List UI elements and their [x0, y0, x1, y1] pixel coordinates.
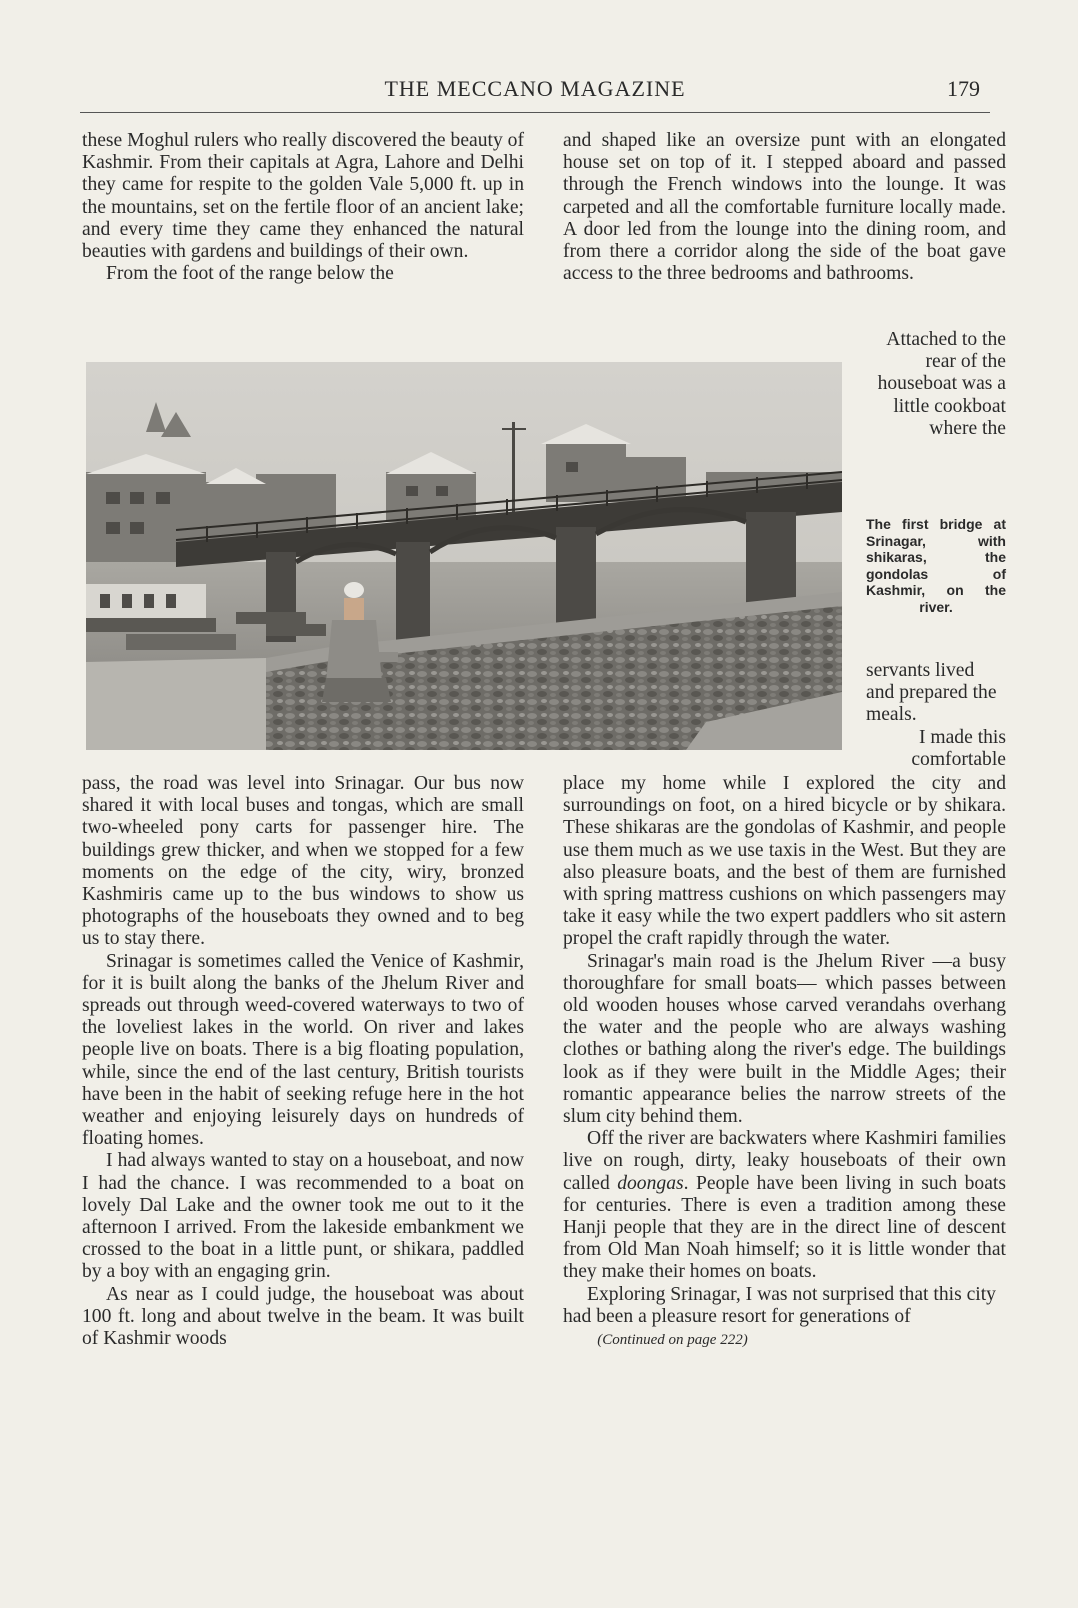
- paragraph: [563, 1128, 1006, 1283]
- column-left-top: [82, 130, 524, 285]
- photo-caption: The first bridge at Srinagar, with shikaras, the gondolas of Kashmir, on the river.: [866, 516, 1006, 615]
- header-rule: [80, 112, 990, 113]
- paragraph: I had always wanted to stay on a houseboat, and now I had the chance. I was recommended to a boat on lovely Dal Lake and the owner took me out to it the afternoon I arrived. From the lakeside embankment we crossed to the boat in a little punt, or shikara, paddled by a boy with an engaging grin.: [82, 1150, 524, 1283]
- column-right-narrow-bottom: [866, 660, 1006, 771]
- paragraph-text: Exploring Srinagar, I was not surprised that this city had been a pleasure resort for generations of: [563, 1283, 996, 1327]
- page-header: [80, 76, 990, 108]
- column-right-top: [563, 130, 1006, 285]
- continued-note: (Continued on page 222): [597, 1332, 748, 1349]
- column-right-narrow-top: [866, 329, 1006, 440]
- paragraph: and shaped like an oversize punt with an elongated house set on top of it. I stepped aboard and passed through the French windows into the lounge. It was carpeted and all the comfortable furniture locally made. A door led from the lounge into the dining room, and from there a corridor along the side of the boat gave access to the three bedrooms and bathrooms.: [563, 130, 1006, 285]
- paragraph: I made this comfortable: [911, 726, 1006, 770]
- paragraph-text: . People have been living in such boats for centuries. There is even a tradition among these Hanji people that they are in the direct line of descent from Old Man Noah himself; so it is little wonder that they make their homes on boats.: [563, 1172, 1006, 1283]
- paragraph: pass, the road was level into Srinagar. Our bus now shared it with local buses and tongas, which are small two-wheeled pony carts for passenger hire. The buildings grew thicker, and when we stopped for a few moments on the edge of the city, wiry, bronzed Kashmiris came up to the bus windows to show us photographs of the houseboats they owned and to beg us to stay there.: [82, 773, 524, 950]
- paragraph-text: Off the river are backwaters where Kashmiri families live on rough, dirty, leaky houseboats of their own called: [563, 1128, 1006, 1194]
- paragraph: Srinagar's main road is the Jhelum River —a busy thoroughfare for small boats— which passes between old wooden houses whose carved verandahs overhang the water and the people who are always washing clothes or bathing along the river's edge. The buildings look as if they were built in the Middle Ages; their romantic appearance belies the narrow streets of the slum city behind them.: [563, 950, 1006, 1128]
- column-right-bottom: [563, 773, 1006, 1351]
- magazine-title: THE MECCANO MAGAZINE: [384, 76, 686, 101]
- page-number: 179: [947, 76, 980, 101]
- paragraph: Srinagar is sometimes called the Venice of Kashmir, for it is built along the banks of the Jhelum River and spreads out through weed-covered waterways to two of the loveliest lakes in the world. On river and lakes people live on boats. There is a big floating population, while, since the end of the last century, British tourists have been in the habit of seeking refuge here in the hot weather and enjoying leisurely days on hundreds of floating homes.: [82, 950, 524, 1150]
- paragraph: As near as I could judge, the houseboat was about 100 ft. long and about twelve in the beam. It was built of Kashmir woods: [82, 1283, 524, 1350]
- italic-term: doongas: [617, 1172, 684, 1194]
- bridge-photograph: [86, 362, 842, 750]
- column-left-bottom: [82, 773, 524, 1350]
- paragraph: [563, 1284, 1006, 1352]
- paragraph: Attached to the rear of the houseboat was a little cookboat where the: [877, 329, 1006, 439]
- paragraph: these Moghul rulers who really discovered the beauty of Kashmir. From their capitals at Agra, Lahore and Delhi they came for respite to the golden Vale 5,000 ft. up in the mountains, set on the fertile floor of an ancient lake; and every time they came they enhanced the natural beauties with gardens and buildings of their own.: [82, 130, 524, 263]
- paragraph: place my home while I explored the city and surroundings on foot, on a hired bicycle or by shikara. These shikaras are the gondolas of Kashmir, and people use them much as we use taxis in the West. But they are also pleasure boats, and the best of them are furnished with spring mattress cushions on which passengers may take it easy while the two expert paddlers who sit astern propel the craft rapidly through the water.: [563, 773, 1006, 950]
- paragraph: From the foot of the range below the: [106, 263, 394, 285]
- paragraph: servants lived and prepared the meals.: [866, 660, 997, 726]
